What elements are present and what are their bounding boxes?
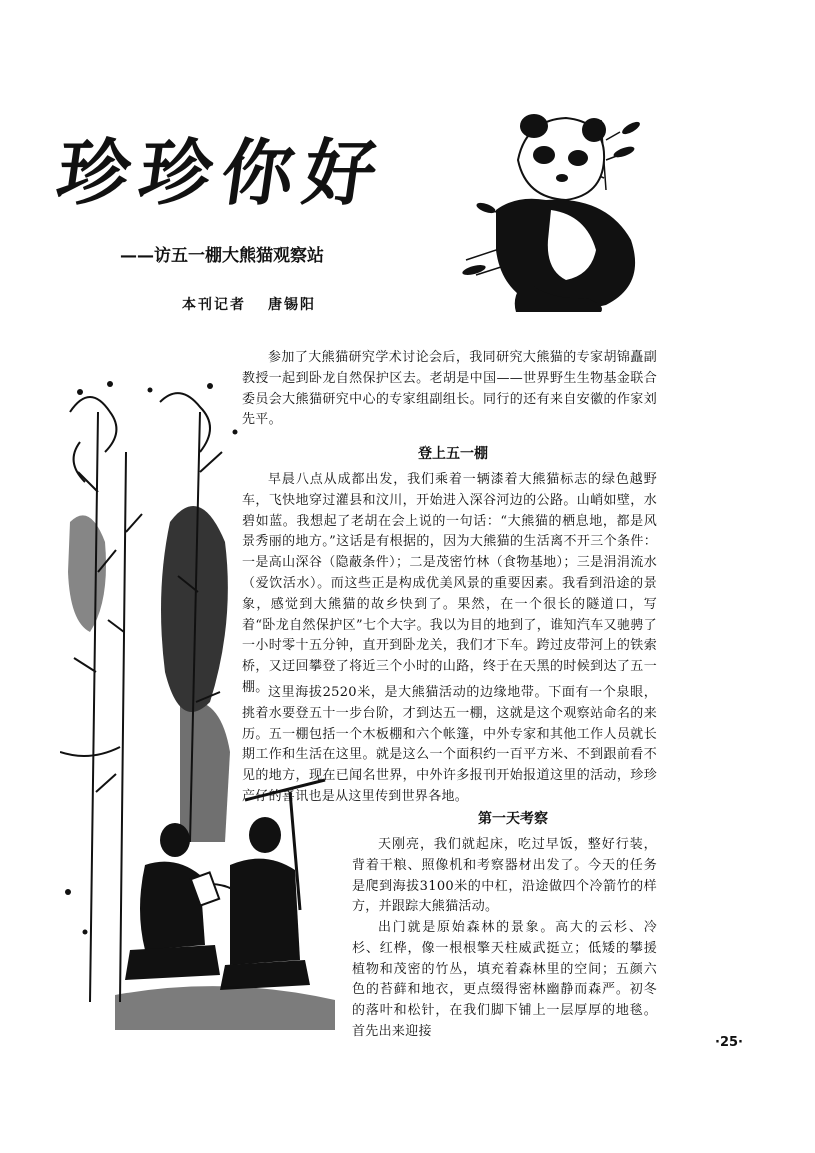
section2-paragraph-1: 天刚亮，我们就起床，吃过早饭，整好行装，背着干粮、照像机和考察器材出发了。今天的任务是爬到海拔3100米的中杠，沿途做四个冷箭竹的样方，并跟踪大熊猫活动。 bbox=[352, 837, 657, 915]
section-heading-1: 登上五一棚 bbox=[418, 446, 488, 462]
section2-paragraph-2: 出门就是原始森林的景象。高大的云杉、冷杉、红桦，像一根根擎天柱威武挺立；低矮的攀援植物和茂密的竹丛，填充着森林里的空间；五颜六色的苔藓和地衣，更点缀得密林幽静而森严。初冬的落叶和松针，在我们脚下铺上一层厚厚的地毯。首先出来迎接 bbox=[352, 920, 657, 1039]
byline-name: 唐锡阳 bbox=[268, 297, 316, 313]
panda-illustration bbox=[456, 100, 656, 315]
byline bbox=[182, 294, 316, 314]
researchers-illustration bbox=[115, 770, 335, 1030]
page-number: ·25· bbox=[715, 1035, 743, 1050]
byline-role: 本刊记者 bbox=[182, 297, 246, 313]
article-title: 珍珍你好 bbox=[52, 130, 393, 215]
intro-paragraph: 参加了大熊猫研究学术讨论会后，我同研究大熊猫的专家胡锦矗副教授一起到卧龙自然保护区去。老胡是中国——世界野生生物基金联合委员会大熊猫研究中心的专家组副组长。同行的还有来自安徽的作家刘先平。 bbox=[242, 350, 657, 428]
section1-paragraph-2: 这里海拔2520米，是大熊猫活动的边缘地带。下面有一个泉眼，挑着水要登五十一步台阶，才到达五一棚，这就是这个观察站命名的来历。五一棚包括一个木板棚和六个帐篷，中外专家和其他工作人员就长期工作和生活在这里。就是这么一个面积约一百平方米、不到跟前看不见的地方，现在已闻名世界，中外许多报刊开始报道这里的活动，珍珍产仔的喜讯也是从这里传到世界各地。 bbox=[242, 685, 657, 804]
section-heading-2: 第一天考察 bbox=[478, 811, 548, 827]
section1-paragraph-1: 早晨八点从成都出发，我们乘着一辆漆着大熊猫标志的绿色越野车，飞快地穿过灌县和汶川，开始进入深谷河边的公路。山峭如壁，水碧如蓝。我想起了老胡在会上说的一句话：“大熊猫的栖息地，都是风景秀丽的地方。”这话是有根据的，因为大熊猫的生活离不开三个条件：一是高山深谷（隐蔽条件）；二是茂密竹林（食物基地）；三是涓涓流水（爱饮活水）。而这些正是构成优美风景的重要因素。我看到沿途的景象，感觉到大熊猫的故乡快到了。果然，在一个很长的隧道口，写着“卧龙自然保护区”七个大字。我以为目的地到了，谁知汽车又驰骋了一小时零十五分钟，直开到卧龙关，我们才下车。跨过皮带河上的铁索桥，又迂回攀登了将近三个小时的山路，终于在天黑的时候到达了五一棚。 bbox=[242, 472, 657, 695]
article-subtitle: ——访五一棚大熊猫观察站 bbox=[120, 246, 324, 266]
